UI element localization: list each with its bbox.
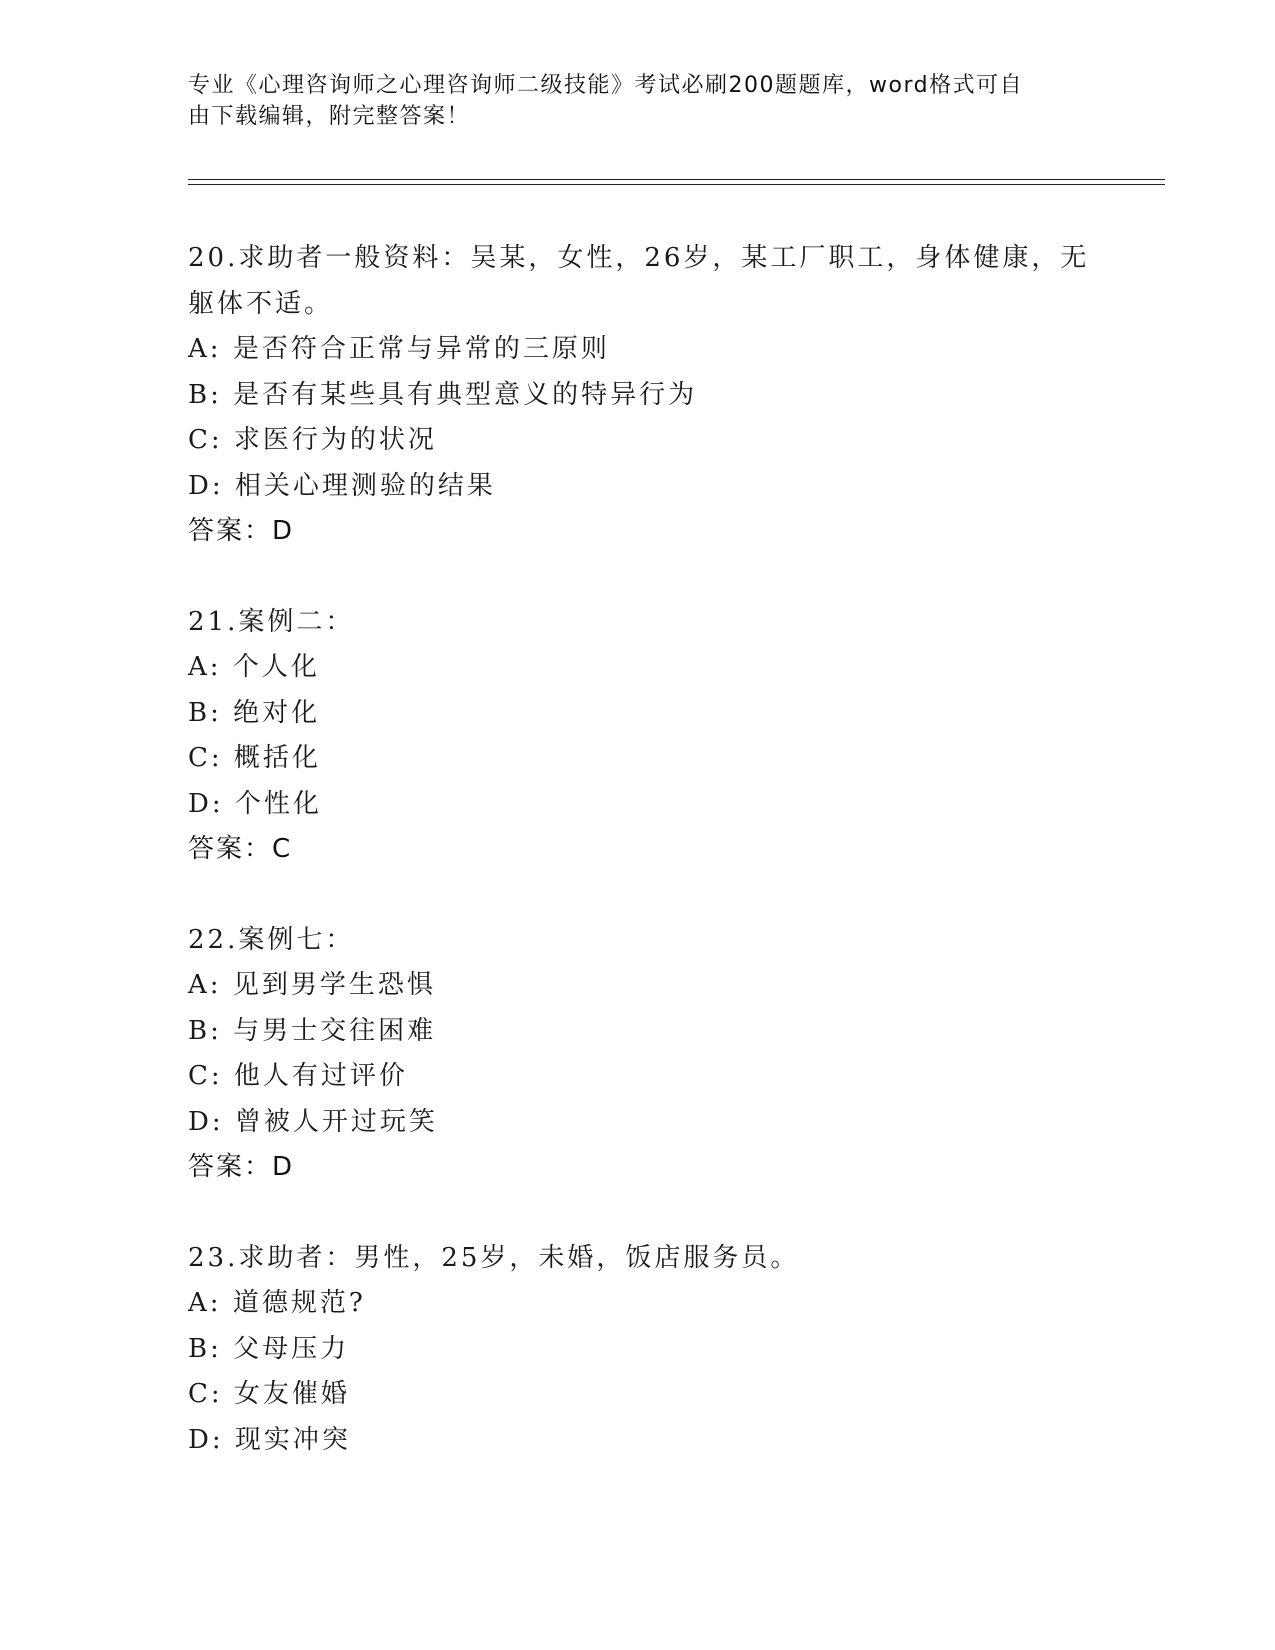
header-line-1: 专业《心理咨询师之心理咨询师二级技能》考试必刷200题题库，word格式可自 [188,73,1024,98]
answer-line: 答案：C [188,834,293,864]
option-a [188,327,1108,373]
option-text: 是否有某些具有典型意义的特异行为 [233,379,698,410]
option-b [188,691,1108,737]
option-b [188,373,1108,419]
question-20 [188,236,1108,555]
option-a [188,645,1108,691]
question-stem: 22.案例七： [188,924,355,955]
question-22 [188,918,1108,1191]
answer-line: 答案：D [188,516,295,546]
option-text: 见到男学生恐惧 [232,970,436,1000]
option-d [188,1100,1108,1146]
option-key: B: [188,379,222,410]
option-c [188,418,1108,464]
header-divider-bottom [188,184,1165,185]
header-line-2: 由下载编辑，附完整答案！ [188,104,471,129]
option-b [188,1009,1108,1055]
question-21 [188,600,1108,873]
option-text: 父母压力 [233,1333,350,1364]
option-text: 概括化 [233,743,321,773]
question-stem: 21.案例二： [188,606,355,637]
option-key: C: [188,1061,223,1091]
option-key: B: [188,1333,222,1364]
option-key: C: [188,425,223,455]
option-c [188,736,1108,782]
option-key: A: [188,334,222,364]
question-stem: 20.求助者一般资料：吴某，女性，26岁，某工厂职工，身体健康，无 [188,243,1090,273]
option-d [188,782,1108,828]
option-text: 个性化 [234,788,322,819]
option-key: A: [188,652,222,682]
option-text: 求医行为的状况 [233,425,437,455]
option-key: C: [188,1379,223,1409]
question-stem-continued: 躯体不适。 [188,288,334,319]
option-key: C: [188,743,223,773]
option-text: 绝对化 [233,697,321,728]
option-d [188,464,1108,510]
option-text: 现实冲突 [234,1424,351,1455]
option-key: B: [188,1015,222,1046]
option-text: 个人化 [232,652,320,682]
option-key: B: [188,697,222,728]
option-text: 道德规范? [232,1288,366,1318]
option-d [188,1418,1108,1464]
option-text: 曾被人开过玩笑 [234,1106,438,1137]
option-text: 与男士交往困难 [233,1015,437,1046]
option-key: A: [188,1288,222,1318]
option-c [188,1372,1108,1418]
option-text: 是否符合正常与异常的三原则 [232,334,610,364]
option-text: 女友催婚 [233,1379,350,1409]
option-key: D: [188,470,224,501]
option-key: A: [188,970,222,1000]
option-a [188,1281,1108,1327]
option-key: D: [188,1106,224,1137]
option-text: 他人有过评价 [233,1061,408,1091]
answer-line: 答案：D [188,1152,295,1182]
option-key: D: [188,788,224,819]
question-23 [188,1236,1108,1464]
option-key: D: [188,1424,224,1455]
header-divider-top [188,179,1165,180]
question-stem: 23.求助者：男性，25岁，未婚，饭店服务员。 [188,1242,800,1273]
option-c [188,1054,1108,1100]
option-b [188,1327,1108,1373]
document-header [188,70,1088,132]
option-a [188,963,1108,1009]
question-list [188,236,1108,1463]
option-text: 相关心理测验的结果 [234,470,496,501]
